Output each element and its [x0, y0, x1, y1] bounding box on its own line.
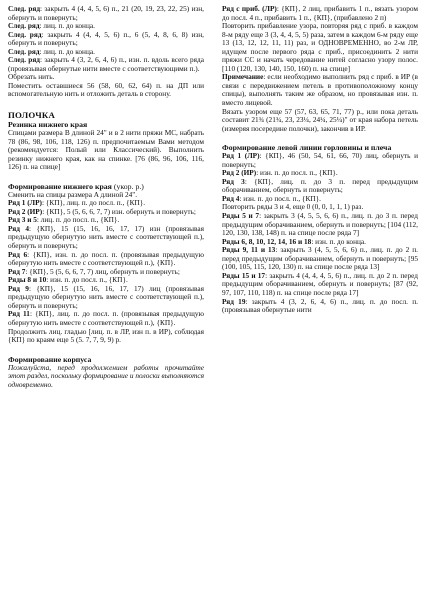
paragraph: Поместить оставшиеся 56 (58, 60, 62, 64) п. на ДП или вспомогательную нить и отложить деталь в сторону.: [8, 80, 204, 99]
document-page: [8, 5, 419, 599]
note: Примечание: если необходимо выполнить ряд с приб. в ИР (в связи с передвижением петель в противоположному концу спицы), выполнять таким же образом, но провязывая изн. п. вместо лицевой.: [222, 72, 418, 108]
row-instruction: Повторить ряды 3 и 4, еще 0 (0, 0, 1, 1, 1) раз.: [222, 202, 364, 212]
row-instruction: Ряд 3 и 5: лиц. п. до посл. п., {КП}.: [8, 215, 120, 225]
paragraph: След. ряд: лиц. п. до конца.: [8, 21, 95, 31]
row-instruction: Ряды 15 и 17: закрыть 4 (4, 4, 4, 5, 6) п., лиц. п. до 2 п. перед предыдущим оборачиванием, обернуть и повернуть; [87 (92, 97, 107, 110, 118) п. на спице после ряда 17]: [222, 270, 418, 297]
paragraph: Повторить прибавление узора, повторяя ряд с приб. в каждом 8-м ряду еще 3 (3, 4, 4, 5, 5) раза, затем в каждом 6-м ряду еще 13 (13, 12, 12, 11, 11) раз, и ОДНОВРЕМЕННО, во 2-м ЛР, идущем после первого ряда с приб., присоединить 2 нити пряжи СС и начать чередование нитей согласно узору полос. [110 (120, 130, 140, 150, 160) п. на спице]: [222, 21, 418, 73]
row-instruction: Ряд 1 (ЛР): {КП}, лиц. п. до посл. п., {КП}.: [8, 198, 146, 208]
row-instruction: Ряд 2 (ИР): {КП}, 5 (5, 6, 6, 7, 7) изн. обернуть и повернуть;: [8, 206, 196, 216]
paragraph: Сменить на спицы размера A длиной 24".: [8, 189, 138, 199]
paragraph: Обрезать нить.: [8, 72, 55, 82]
row-instruction: Ряд 3: {КП}, лиц. п. до 3 п. перед предыдущим оборачиванием, обернуть и повернуть;: [222, 176, 418, 195]
row-instruction: Ряды 6, 8, 10, 12, 14, 16 и 18: изн. п. до конца.: [222, 236, 366, 246]
subsection-title: Формирование корпуса: [8, 354, 92, 364]
row-instruction: Ряд с приб. (ЛР): {КП}, 2 лиц, прибавить 1 п., вязать узором до посл. 4 п., прибавить 1 п., {КП}, (прибавлено 2 п): [222, 5, 419, 22]
row-instruction: Ряд 6: {КП}, изн. п. до посл. п. (провязывая предыдущую обернутую нить вместе с соответствующей п.), {КП}.: [8, 249, 204, 268]
row-instruction: Ряд 19: закрыть 4 (3, 2, 6, 4, 6) п., лиц. п. до посл. п. (провязывая обернутые нити: [222, 296, 418, 315]
paragraph: След. ряд: закрыть 4 (4, 4, 5, 6) п., 6 (5, 4, 8, 6, 8) изн, обернуть и повернуть;: [8, 29, 204, 48]
subsection-title: Формирование левой линии горловины и плеча: [222, 143, 392, 153]
paragraph: След. ряд: закрыть 4 (3, 2, 6, 4, 6) п., изн. п. вдоль всего ряда (провязывая обернутые нити вместе с соответствующими п.).: [8, 55, 204, 73]
row-instruction: Ряд 1 (ЛР): {КП}, 46 (50, 54, 61, 66, 70) лиц, обернуть и повернуть;: [222, 151, 418, 169]
subsection-title: Резинка нижнего края: [8, 120, 88, 130]
row-instruction: Ряды 9, 11 и 13: закрыть 3 (4, 5, 5, 6, 6) п., лиц. п. до 2 п. перед предыдущим оборачиванием, обернуть и повернуть; [95 (100, 105, 115, 120, 130) п. на спице после ряда 13]: [222, 245, 418, 272]
subsection-title: Формирование нижнего края (укор. р.): [8, 181, 144, 191]
row-instruction: Ряд 4: изн. п. до посл. п., {КП}.: [222, 193, 321, 203]
right-column: [222, 5, 418, 315]
paragraph: Спицами размера B длиной 24" и в 2 нити пряжи MC, набрать 78 (86, 98, 106, 118, 126) п. предпочитаемым Вами методом (рекомендуется: Полый или Классический). Выполнить резинку нижнего края, как на спинке. [76 (86, 96, 106, 116, 126) п. на спице]: [8, 128, 204, 172]
row-instruction: Ряд 9: {КП}, 15 (15, 16, 16, 17, 17) лиц (провязывая предыдущую обернутую нить вместе с соответствующей п.), обернуть и повернуть;: [8, 283, 204, 310]
row-instruction: Продолжить лиц. гладью [лиц. п. в ЛР, изн п. в ИР), соблюдая {КП} по краям еще 5 (5. 7, 7, 9, 9) р.: [8, 326, 204, 345]
row-instruction: Ряд 4: {КП}, 15 (15, 16, 16, 17, 17) изн (провязывая предыдущую обернутую нить вместе с соответствующей п.), обернуть и повернуть;: [8, 223, 204, 251]
paragraph: Пожалуйста, перед продолжением работы прочитайте этот раздел, поскольку формирование и полоски выполняются одновременно.: [8, 362, 204, 389]
row-instruction: Ряд 11: {КП}, лиц. п. до посл. п. (провязывая предыдущую обернутую нить вместе с соответствующей п.), {КП}.: [8, 309, 204, 327]
row-instruction: Ряды 5 и 7: закрыть 3 (4, 5, 5, 6, 6) п., лиц. п. до 3 п. перед предыдущим оборачиванием, обернуть и повернуть; [104 (112, 120, 130, 138, 148) п. на спице после ряда 7]: [222, 211, 418, 238]
section-title: ПОЛОЧКА: [8, 110, 56, 121]
row-instruction: Ряд 2 (ИР): изн. п. до посл. п., {КП}.: [222, 168, 338, 178]
paragraph: Вязать узором еще 57 (57, 63, 65, 71, 77) р., или пока деталь составит 21¾ (21¾, 23, 23¼, 24¼, 25¼)" от края набора петель (измеряя посередине полочки), закончив в ИР.: [222, 106, 418, 133]
row-instruction: Ряд 7: {КП}, 5 (5, 6, 6, 7, 7) лиц, обернуть и повернуть;: [8, 266, 180, 276]
left-column: [8, 5, 204, 389]
paragraph: След. ряд: лиц. п. до конца.: [8, 46, 95, 56]
paragraph: След. ряд: закрыть 4 (4, 4, 5, 6) п., 21 (20, 19, 23, 22, 25) изн, обернуть и повернуть;: [8, 5, 204, 22]
row-instruction: Ряды 8 и 10: изн. п. до посл. п., {КП}.: [8, 275, 128, 285]
